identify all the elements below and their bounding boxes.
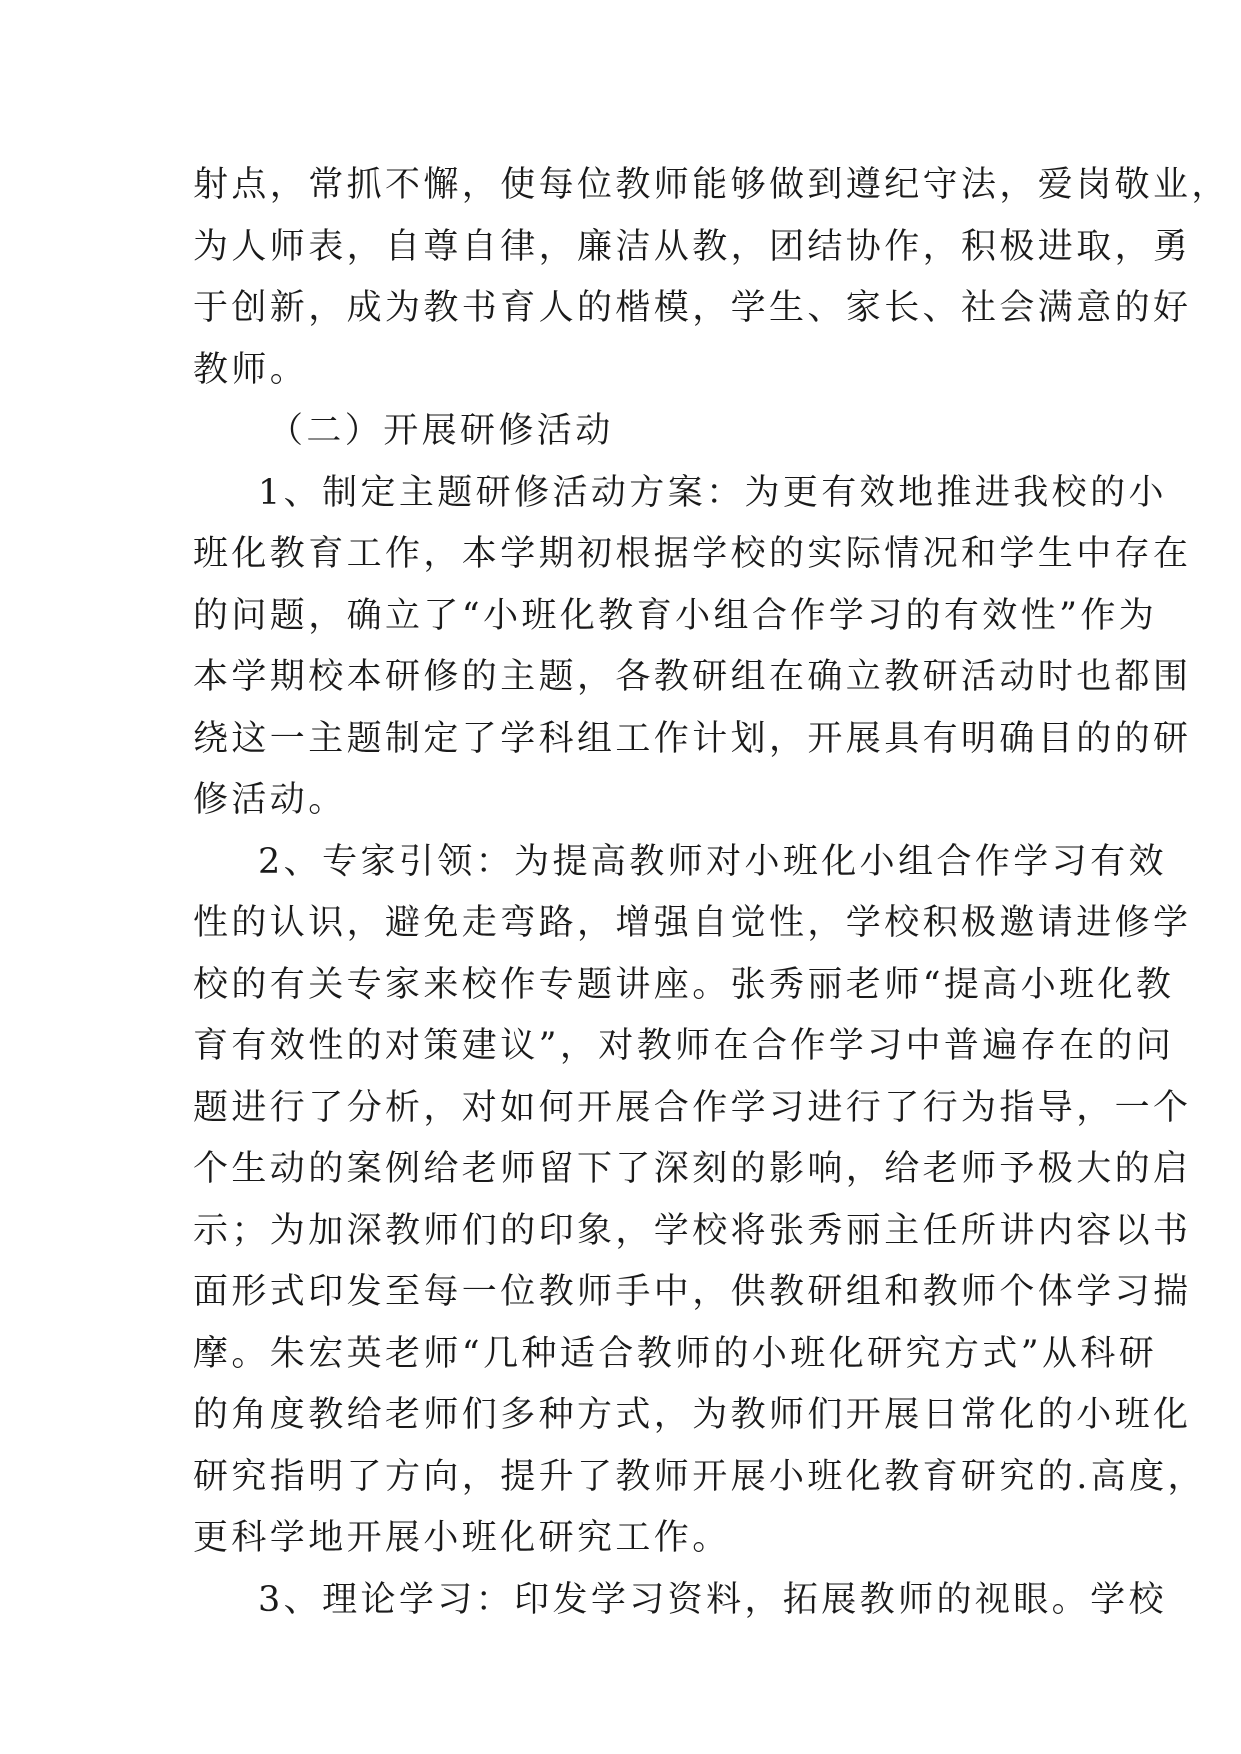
text-line: 教师。: [193, 349, 309, 390]
text-line: 班化教育工作，本学期初根据学校的实际情况和学生中存在: [193, 534, 1192, 574]
paragraph-first-line: 3、理论学习：印发学习资料，拓展教师的视眼。学校: [258, 1579, 1167, 1620]
text-line: 摩。朱宏英老师“几种适合教师的小班化研究方式”从科研: [193, 1333, 1158, 1374]
text-line: 面形式印发至每一位教师手中，供教研组和教师个体学习揣: [193, 1272, 1192, 1312]
text-line: 射点，常抓不懈，使每位教师能够做到遵纪守法，爱岗敬业，: [193, 165, 1230, 205]
text-line: 绕这一主题制定了学科组工作计划，开展具有明确目的的研: [193, 718, 1192, 759]
text-line: 修活动。: [193, 780, 347, 820]
text-line: 的角度教给老师们多种方式，为教师们开展日常化的小班化: [193, 1395, 1192, 1435]
text-line: 为人师表，自尊自律，廉洁从教，团结协作，积极进取，勇: [193, 226, 1192, 267]
text-line: 性的认识，避免走弯路，增强自觉性，学校积极邀请进修学: [193, 903, 1192, 943]
text-line: 示；为加深教师们的印象，学校将张秀丽主任所讲内容以书: [193, 1210, 1192, 1251]
document-body: [193, 155, 1230, 1631]
text-line: 更科学地开展小班化研究工作。: [193, 1518, 731, 1558]
text-line: 个生动的案例给老师留下了深刻的影响，给老师予极大的启: [193, 1149, 1192, 1189]
paragraph-first-line: 1、制定主题研修活动方案：为更有效地推进我校的小: [258, 472, 1167, 513]
text-line: 于创新，成为教书育人的楷模，学生、家长、社会满意的好: [193, 288, 1192, 328]
paragraph-first-line: 2、专家引领：为提高教师对小班化小组合作学习有效: [258, 841, 1167, 882]
text-line: 育有效性的对策建议”，对教师在合作学习中普遍存在的问: [193, 1026, 1175, 1066]
text-line: 的问题，确立了“小班化教育小组合作学习的有效性”作为: [193, 595, 1158, 636]
text-line: 研究指明了方向，提升了教师开展小班化教育研究的.高度，: [193, 1456, 1206, 1497]
text-line: 校的有关专家来校作专题讲座。张秀丽老师“提高小班化教: [193, 964, 1175, 1005]
text-line: 题进行了分析，对如何开展合作学习进行了行为指导，一个: [193, 1087, 1192, 1128]
text-line: 本学期校本研修的主题，各教研组在确立教研活动时也都围: [193, 657, 1192, 697]
section-heading: （二）开展研修活动: [268, 411, 614, 451]
